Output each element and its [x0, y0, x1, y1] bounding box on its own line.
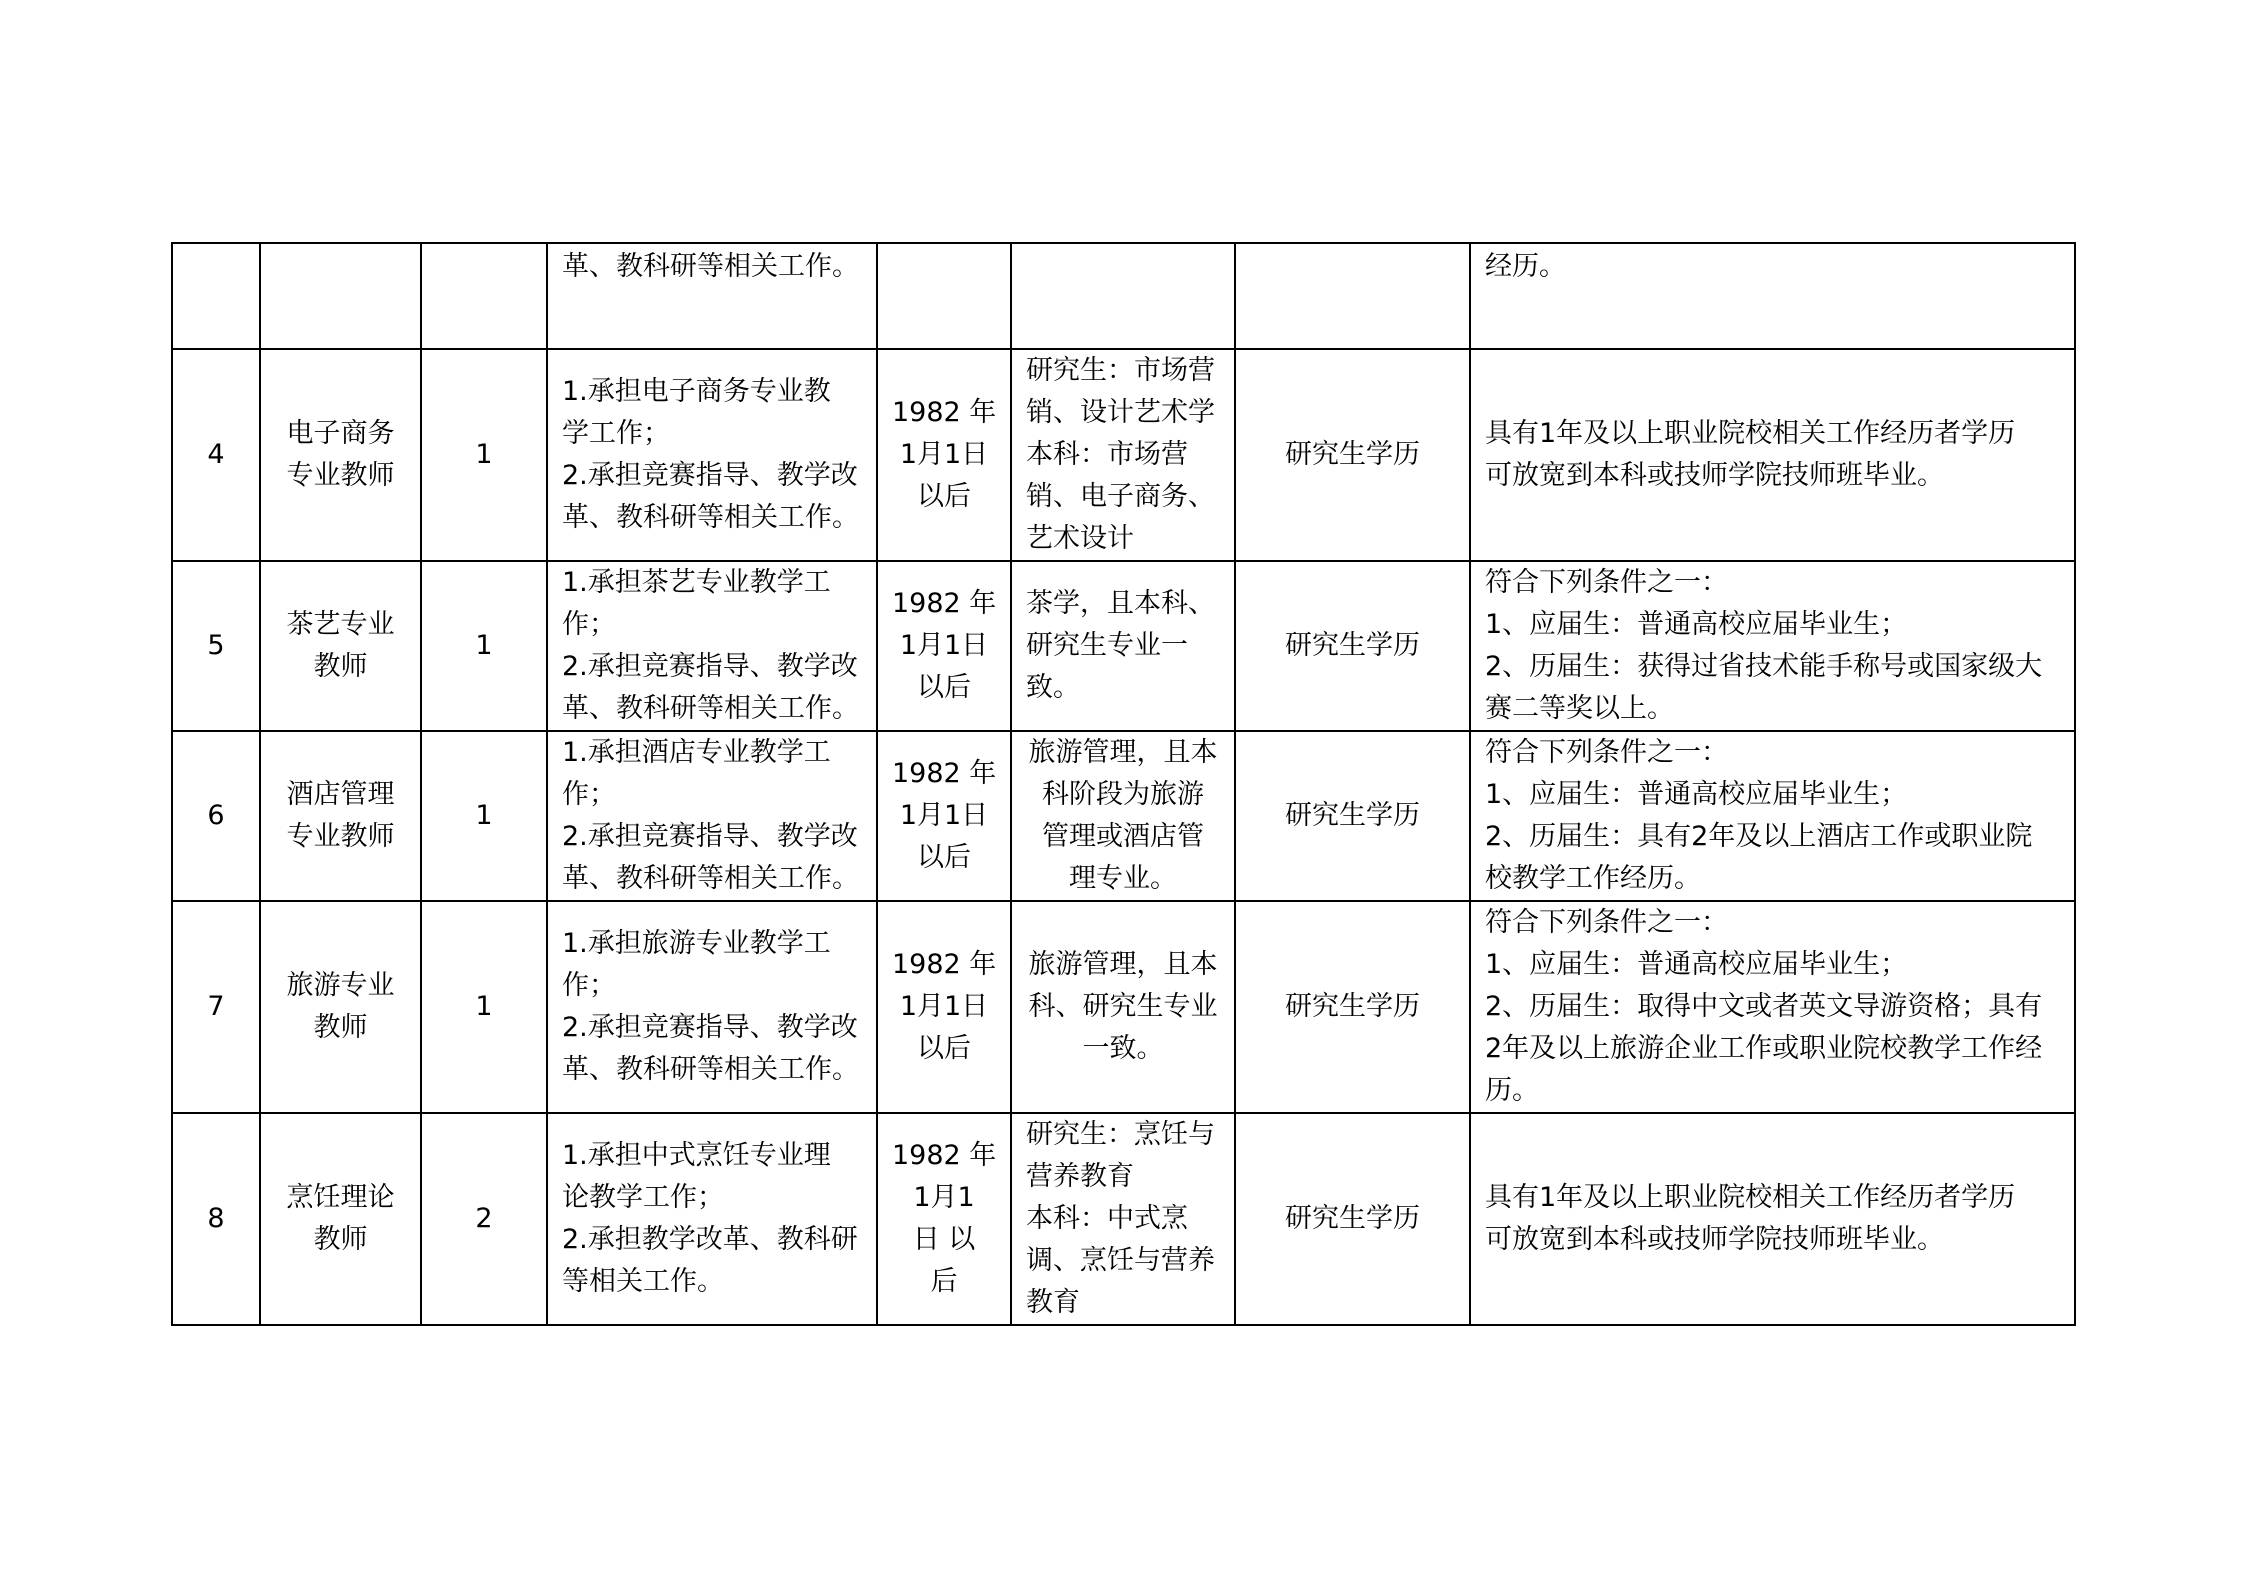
table-row: [172, 901, 2075, 1113]
major-requirement: 旅游管理，且本 科阶段为旅游 管理或酒店管 理专业。: [1011, 731, 1235, 901]
job-duties: 革、教科研等相关工作。: [547, 243, 877, 349]
table-row: [172, 731, 2075, 901]
birth-date-requirement: 1982 年 1月1日 以后: [877, 349, 1011, 561]
position-name: 旅游专业 教师: [260, 901, 421, 1113]
education-requirement: 研究生学历: [1235, 731, 1470, 901]
birth-date-requirement: 1982 年 1月1日 以后: [877, 731, 1011, 901]
education-requirement: [1235, 243, 1470, 349]
job-duties: 1.承担酒店专业教学工 作； 2.承担竞赛指导、教学改 革、教科研等相关工作。: [547, 731, 877, 901]
major-requirement: 旅游管理，且本 科、研究生专业 一致。: [1011, 901, 1235, 1113]
table-row: [172, 561, 2075, 731]
position-name: 茶艺专业 教师: [260, 561, 421, 731]
headcount: 1: [421, 349, 547, 561]
other-requirements: 符合下列条件之一： 1、应届生：普通高校应届毕业生； 2、历届生：取得中文或者英文导游资格；具有 2年及以上旅游企业工作或职业院校教学工作经 历。: [1470, 901, 2075, 1113]
birth-date-requirement: [877, 243, 1011, 349]
birth-date-requirement: 1982 年 1月1日 以后: [877, 561, 1011, 731]
position-name: 酒店管理 专业教师: [260, 731, 421, 901]
row-number: [172, 243, 260, 349]
recruitment-table: [171, 242, 2076, 1326]
row-number: 8: [172, 1113, 260, 1325]
other-requirements: 符合下列条件之一： 1、应届生：普通高校应届毕业生； 2、历届生：获得过省技术能手称号或国家级大 赛二等奖以上。: [1470, 561, 2075, 731]
position-name: [260, 243, 421, 349]
headcount: 1: [421, 901, 547, 1113]
row-number: 5: [172, 561, 260, 731]
position-name: 电子商务 专业教师: [260, 349, 421, 561]
row-number: 6: [172, 731, 260, 901]
education-requirement: 研究生学历: [1235, 349, 1470, 561]
major-requirement: [1011, 243, 1235, 349]
major-requirement: 研究生：烹饪与 营养教育 本科：中式烹 调、烹饪与营养 教育: [1011, 1113, 1235, 1325]
birth-date-requirement: 1982 年 1月1 日 以 后: [877, 1113, 1011, 1325]
headcount: 2: [421, 1113, 547, 1325]
table-row: [172, 243, 2075, 349]
job-duties: 1.承担旅游专业教学工 作； 2.承担竞赛指导、教学改 革、教科研等相关工作。: [547, 901, 877, 1113]
other-requirements: 具有1年及以上职业院校相关工作经历者学历 可放宽到本科或技师学院技师班毕业。: [1470, 349, 2075, 561]
education-requirement: 研究生学历: [1235, 901, 1470, 1113]
major-requirement: 茶学，且本科、 研究生专业一 致。: [1011, 561, 1235, 731]
major-requirement: 研究生：市场营 销、设计艺术学 本科：市场营 销、电子商务、 艺术设计: [1011, 349, 1235, 561]
headcount: [421, 243, 547, 349]
job-duties: 1.承担电子商务专业教 学工作； 2.承担竞赛指导、教学改 革、教科研等相关工作。: [547, 349, 877, 561]
birth-date-requirement: 1982 年 1月1日 以后: [877, 901, 1011, 1113]
row-number: 7: [172, 901, 260, 1113]
job-duties: 1.承担茶艺专业教学工 作； 2.承担竞赛指导、教学改 革、教科研等相关工作。: [547, 561, 877, 731]
job-duties: 1.承担中式烹饪专业理 论教学工作； 2.承担教学改革、教科研 等相关工作。: [547, 1113, 877, 1325]
headcount: 1: [421, 731, 547, 901]
other-requirements: 具有1年及以上职业院校相关工作经历者学历 可放宽到本科或技师学院技师班毕业。: [1470, 1113, 2075, 1325]
education-requirement: 研究生学历: [1235, 1113, 1470, 1325]
other-requirements: 经历。: [1470, 243, 2075, 349]
education-requirement: 研究生学历: [1235, 561, 1470, 731]
table-row: [172, 349, 2075, 561]
other-requirements: 符合下列条件之一： 1、应届生：普通高校应届毕业生； 2、历届生：具有2年及以上酒店工作或职业院 校教学工作经历。: [1470, 731, 2075, 901]
row-number: 4: [172, 349, 260, 561]
table-row: [172, 1113, 2075, 1325]
position-name: 烹饪理论 教师: [260, 1113, 421, 1325]
headcount: 1: [421, 561, 547, 731]
